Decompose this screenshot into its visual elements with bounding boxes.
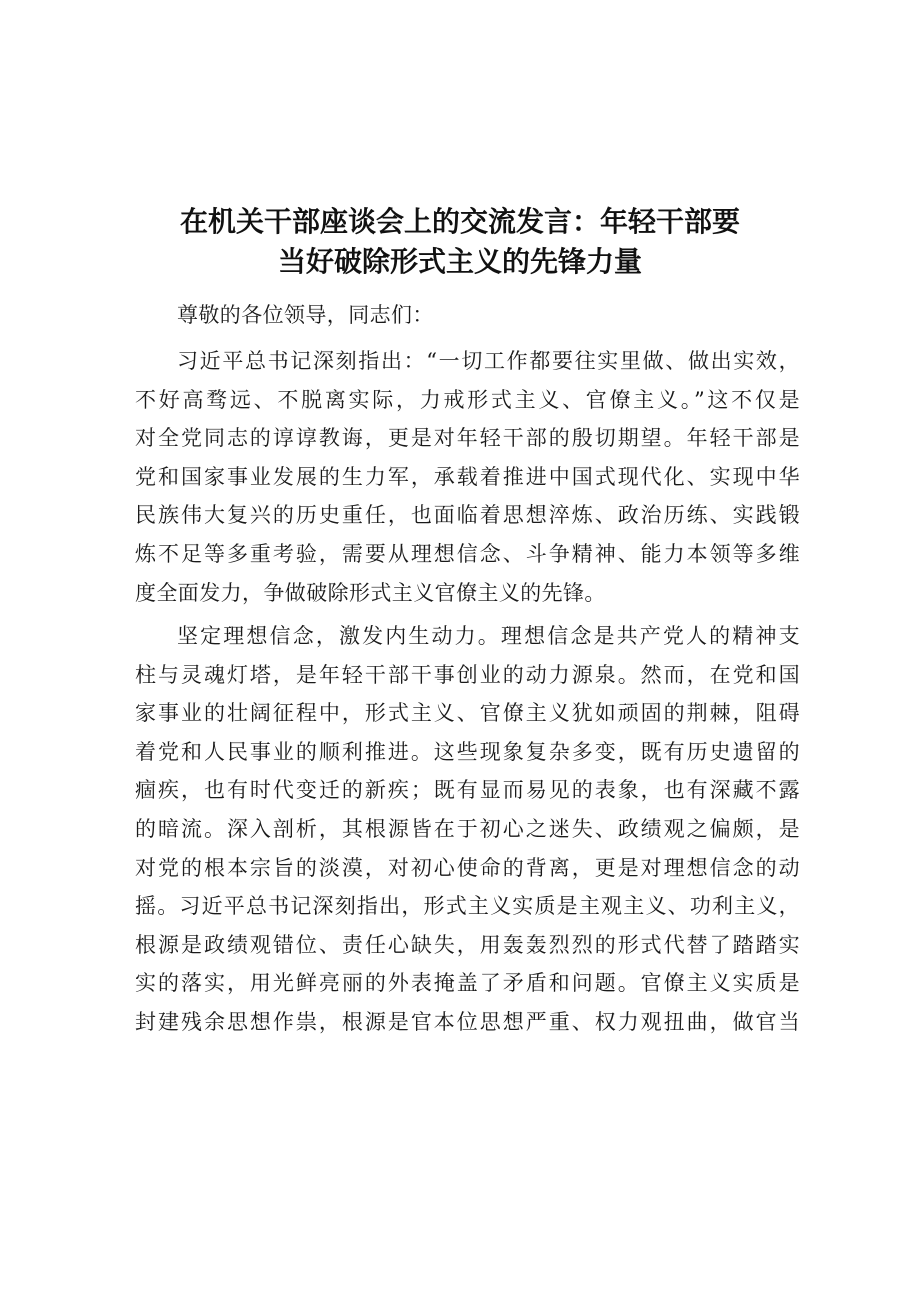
title-line-1: 在机关干部座谈会上的交流发言：年轻干部要 (179, 205, 740, 238)
paragraph-line: 的暗流。深入剖析，其根源皆在于初心之迷失、政绩观之偏颇，是 (135, 816, 800, 841)
paragraph-2 (135, 617, 800, 1042)
paragraph-line: 党和国家事业发展的生力军，承载着推进中国式现代化、实现中华 (135, 464, 800, 489)
paragraph-line: 痼疾，也有时代变迁的新疾；既有显而易见的表象，也有深藏不露 (135, 778, 800, 803)
paragraph-line: 习近平总书记深刻指出：“一切工作都要往实里做、做出实效， (177, 349, 800, 373)
paragraph-line: 着党和人民事业的顺利推进。这些现象复杂多变，既有历史遗留的 (135, 739, 800, 764)
salutation: 尊敬的各位领导，同志们： (177, 303, 434, 327)
paragraph-line: 炼不足等多重考验，需要从理想信念、斗争精神、能力本领等多维 (135, 541, 800, 566)
paragraph-line: 实的落实，用光鲜亮丽的外表掩盖了矛盾和问题。官僚主义实质是 (135, 971, 800, 996)
paragraph-line: 不好高骛远、不脱离实际，力戒形式主义、官僚主义。”这不仅是 (135, 387, 800, 412)
paragraph-line: 坚定理想信念，激发内生动力。理想信念是共产党人的精神支 (177, 624, 800, 648)
paragraph-line: 对党的根本宗旨的淡漠，对初心使命的背离，更是对理想信念的动 (135, 855, 800, 880)
paragraph-line: 柱与灵魂灯塔，是年轻干部干事创业的动力源泉。然而，在党和国 (135, 662, 800, 687)
paragraph-line: 封建残余思想作祟，根源是官本位思想严重、权力观扭曲，做官当 (135, 1009, 800, 1034)
paragraph-line: 民族伟大复兴的历史重任，也面临着思想淬炼、政治历练、实践锻 (135, 503, 800, 528)
paragraph-line: 对全党同志的谆谆教诲，更是对年轻干部的殷切期望。年轻干部是 (135, 426, 800, 451)
title-line-2: 当好破除形式主义的先锋力量 (277, 245, 642, 278)
paragraph-line: 根源是政绩观错位、责任心缺失，用轰轰烈烈的形式代替了踏踏实 (135, 932, 800, 957)
paragraph-1 (135, 342, 800, 612)
paragraph-line: 家事业的壮阔征程中，形式主义、官僚主义犹如顽固的荆棘，阻碍 (135, 701, 800, 726)
paragraph-line: 度全面发力，争做破除形式主义官僚主义的先锋。 (135, 580, 606, 605)
paragraph-line: 摇。习近平总书记深刻指出，形式主义实质是主观主义、功利主义， (135, 894, 800, 919)
document-title (120, 202, 800, 282)
